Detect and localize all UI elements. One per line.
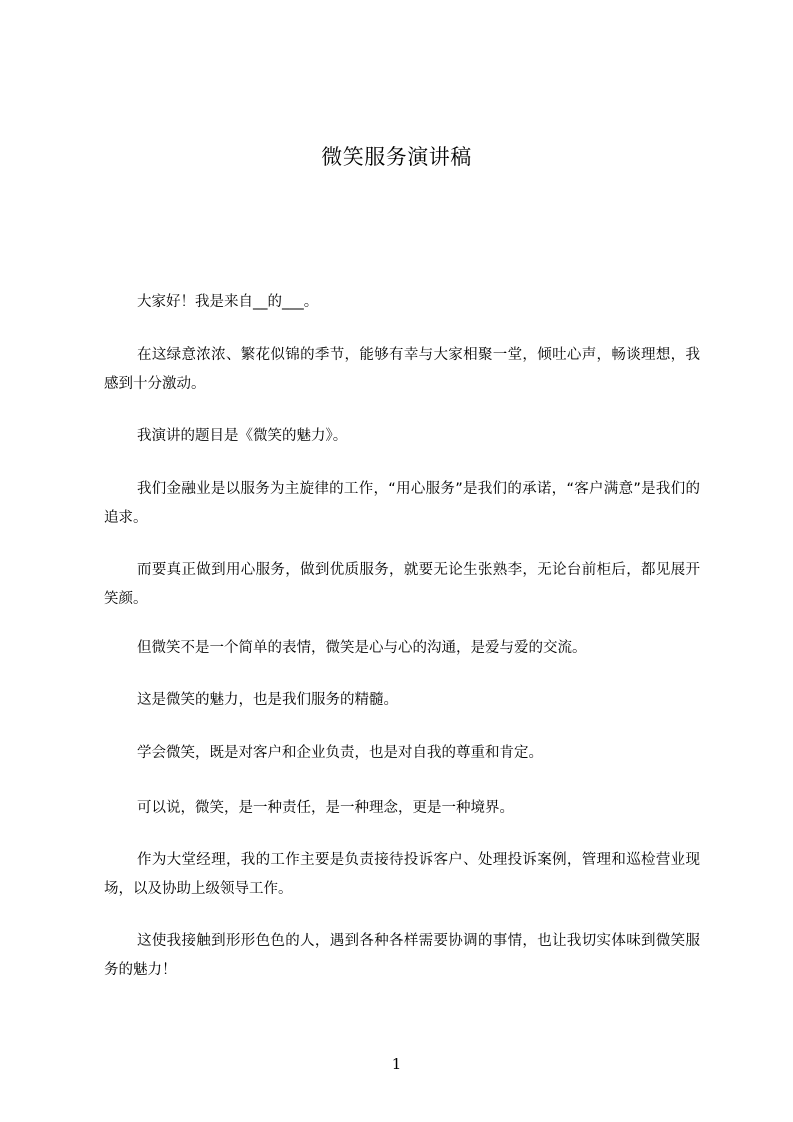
paragraph-8: 学会微笑，既是对客户和企业负责，也是对自我的尊重和肯定。 (137, 745, 543, 761)
paragraph-1: 大家好！我是来自__的___。 (137, 294, 319, 310)
page-title: 微笑服务演讲稿 (321, 145, 472, 169)
paragraph-4: 我们金融业是以服务为主旋律的工作，“用心服务”是我们的承诺，“客户满意”是我们的追求。 (104, 481, 700, 526)
paragraph-6: 但微笑不是一个简单的表情，微笑是心与心的沟通，是爱与爱的交流。 (137, 640, 587, 656)
paragraph-2: 在这绿意浓浓、繁花似锦的季节，能够有幸与大家相聚一堂，倾吐心声，畅谈理想，我感到十分激动。 (104, 347, 700, 392)
paragraph-3: 我演讲的题目是《微笑的魅力》。 (137, 428, 348, 444)
paragraph-9: 可以说，微笑，是一种责任，是一种理念，更是一种境界。 (137, 800, 514, 816)
paragraph-5: 而要真正做到用心服务，做到优质服务，就要无论生张熟李，无论台前柜后，都见展开笑颜。 (104, 562, 700, 607)
page-number: 1 (391, 1055, 402, 1073)
paragraph-10: 作为大堂经理，我的工作主要是负责接待投诉客户、处理投诉案例，管理和巡检营业现场，以及协助上级领导工作。 (104, 852, 700, 897)
paragraph-11: 这使我接触到形形色色的人，遇到各种各样需要协调的事情，也让我切实体味到微笑服务的魅力！ (104, 933, 700, 978)
paragraph-7: 这是微笑的魅力，也是我们服务的精髓。 (137, 692, 398, 708)
